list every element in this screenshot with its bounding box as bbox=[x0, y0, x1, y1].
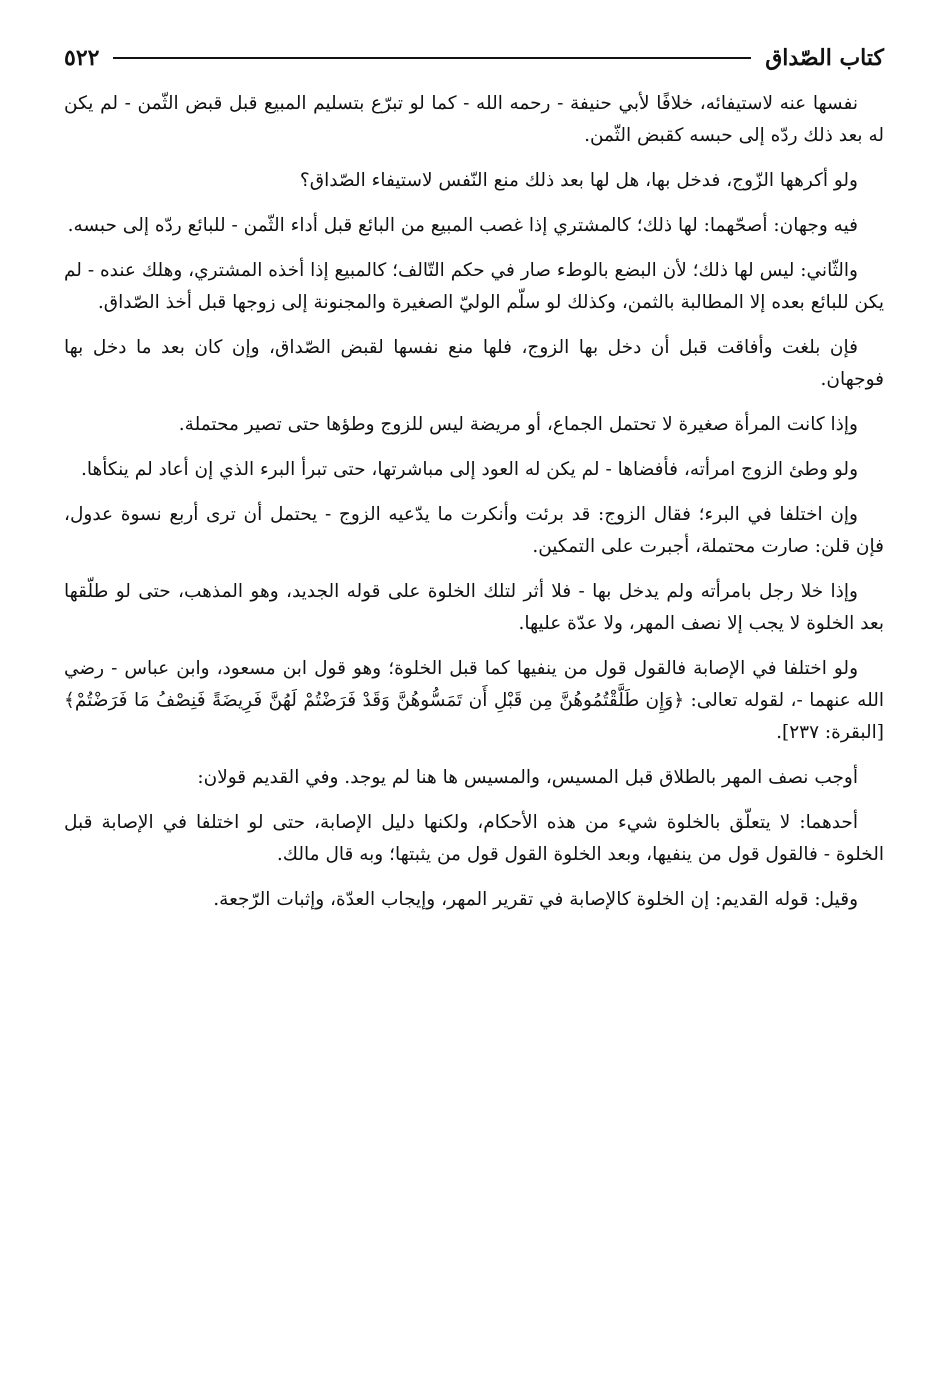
paragraph: أحدهما: لا يتعلّق بالخلوة شيء من هذه الأحكام، ولكنها دليل الإصابة، حتى لو اختلفا في الإصابة قبل الخلوة - فالقول قول من ينفيها، وبعد الخلوة القول قول من يثبتها؛ وبه قال مالك. bbox=[64, 812, 884, 865]
page-number: ٥٢٢ bbox=[64, 45, 100, 71]
header-rule bbox=[113, 57, 751, 59]
paragraph: نفسها عنه لاستيفائه، خلافًا لأبي حنيفة - رحمه الله - كما لو تبرّع بتسليم المبيع قبل قبض الثّمن - لم يكن له بعد ذلك ردّه إلى حبسه كقبض الثّمن. bbox=[64, 93, 884, 146]
paragraph: وقيل: قوله القديم: إن الخلوة كالإصابة في تقرير المهر، وإيجاب العدّة، وإثبات الرّجعة. bbox=[213, 889, 858, 910]
book-page bbox=[64, 28, 884, 929]
paragraph: ولو أكرهها الزّوج، فدخل بها، هل لها بعد ذلك منع النّفس لاستيفاء الصّداق؟ bbox=[299, 170, 858, 191]
paragraph-with-quran-verse: ولو اختلفا في الإصابة فالقول قول من ينفيها كما قبل الخلوة؛ وهو قول ابن مسعود، وابن عباس - رضي الله عنهما -، لقوله تعالى: ﴿وَإِن طَلَّقْتُمُوهُنَّ مِن قَبْلِ أَن تَمَسُّوهُنَّ وَقَدْ فَرَضْتُمْ لَهُنَّ فَرِيضَةً فَنِصْفُ مَا فَرَضْتُمْ﴾ [البقرة: ٢٣٧]. bbox=[64, 658, 884, 743]
paragraph: وإن اختلفا في البرء؛ فقال الزوج: قد برئت وأنكرت ما يدّعيه الزوج - يحتمل أن ترى أربع نسوة عدول، فإن قلن: صارت محتملة، أجبرت على التمكين. bbox=[64, 504, 884, 557]
paragraph: أوجب نصف المهر بالطلاق قبل المسيس، والمسيس ها هنا لم يوجد. وفي القديم قولان: bbox=[197, 767, 858, 788]
paragraph: وإذا كانت المرأة صغيرة لا تحتمل الجماع، أو مريضة ليس للزوج وطؤها حتى تصير محتملة. bbox=[178, 414, 858, 435]
paragraph: والثّاني: ليس لها ذلك؛ لأن البضع بالوطء صار في حكم التّالف؛ كالمبيع إذا أخذه المشتري، وهلك عنده - لم يكن للبائع بعده إلا المطالبة بالثمن، وكذلك لو سلّم الوليّ الصغيرة والمجنونة إلى زوجها قبل أخذ الصّداق. bbox=[63, 260, 884, 313]
running-title: كتاب الصّداق bbox=[765, 45, 884, 71]
paragraph: ولو وطئ الزوج امرأته، فأفضاها - لم يكن له العود إلى مباشرتها، حتى تبرأ البرء الذي إن أعاد لم ينكأها. bbox=[81, 459, 858, 480]
page-body bbox=[64, 88, 884, 916]
paragraph: فيه وجهان: أصحّهما: لها ذلك؛ كالمشتري إذا غصب المبيع من البائع قبل أداء الثّمن - للبائع ردّه إلى حبسه. bbox=[67, 215, 858, 236]
paragraph: وإذا خلا رجل بامرأته ولم يدخل بها - فلا أثر لتلك الخلوة على قوله الجديد، وهو المذهب، حتى لو طلّقها بعد الخلوة لا يجب إلا نصف المهر، ولا عدّة عليها. bbox=[64, 581, 884, 634]
page-header bbox=[64, 28, 884, 88]
paragraph: فإن بلغت وأفاقت قبل أن دخل بها الزوج، فلها منع نفسها لقبض الصّداق، وإن كان بعد ما دخل بها فوجهان. bbox=[64, 337, 884, 390]
